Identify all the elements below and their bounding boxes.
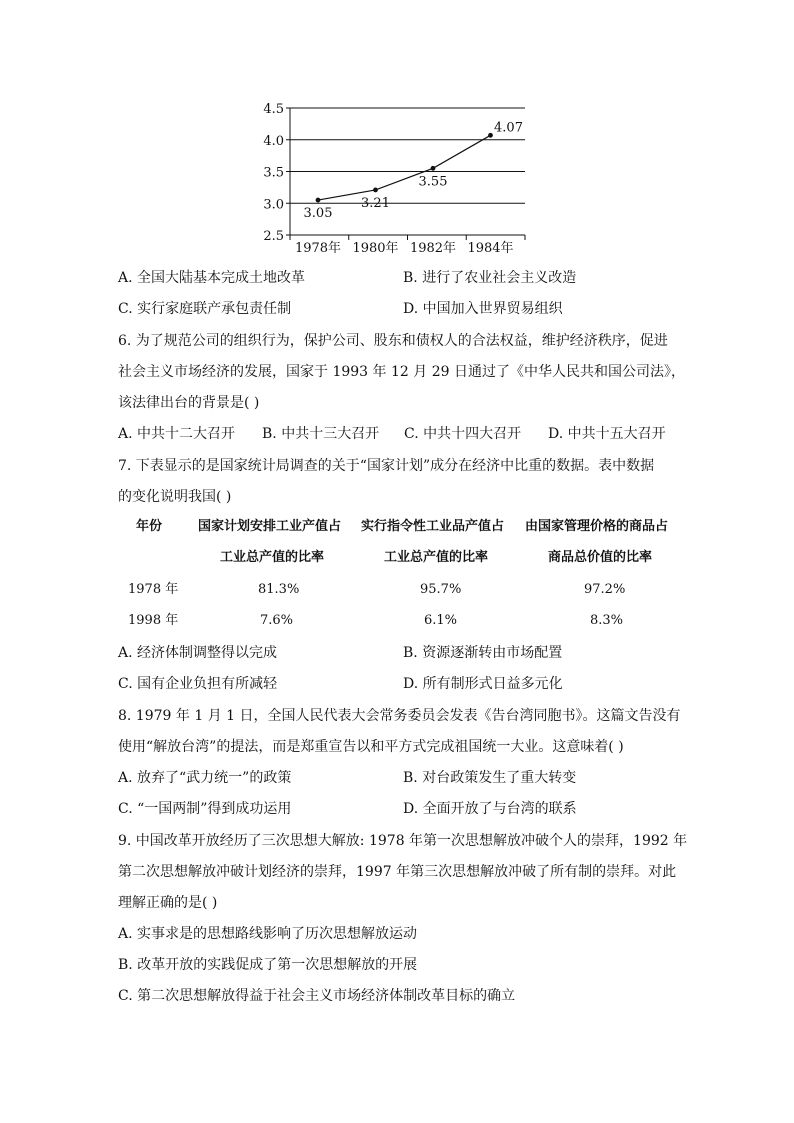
q6-option-d: D. 中共十五大召开	[548, 426, 666, 442]
q6-stem-line-2: 社会主义市场经济的发展，国家于 1993 年 12 月 29 日通过了《中华人民共和国公司法》，	[118, 364, 685, 380]
q8-option-a: A. 放弃了“武力统一”的政策	[118, 770, 292, 786]
q5-option-d: D. 中国加入世界贸易组织	[403, 301, 563, 317]
q6-option-b: B. 中共十三大召开	[262, 426, 380, 442]
table-row-1-col2: 95.7%	[420, 582, 462, 597]
q5-option-c: C. 实行家庭联产承包责任制	[118, 301, 292, 317]
x-tick-label: 1980年	[352, 241, 399, 256]
table-header-col3-line2: 商品总价值的比率	[548, 550, 653, 565]
data-point	[373, 188, 378, 193]
table-row-2-col2: 6.1%	[424, 613, 458, 628]
q7-stem-line-1: 7. 下表显示的是国家统计局调查的关于“国家计划”成分在经济中比重的数据。表中数据	[118, 458, 655, 474]
line-chart	[250, 95, 540, 260]
q8-stem-line-2: 使用“解放台湾”的提法，而是郑重宣告以和平方式完成祖国统一大业。这意味着( )	[118, 739, 624, 755]
chart-series-line	[318, 135, 491, 200]
y-tick-label: 4.5	[263, 102, 284, 117]
q9-stem-line-1: 9. 中国改革开放经历了三次思想大解放: 1978 年第一次思想解放冲破个人的崇拜，1992 年	[118, 833, 688, 849]
data-label: 3.05	[303, 206, 333, 222]
q9-option-c: C. 第二次思想解放得益于社会主义市场经济体制改革目标的确立	[118, 988, 516, 1004]
x-tick-label: 1978年	[294, 241, 342, 256]
q8-option-b: B. 对台政策发生了重大转变	[403, 770, 577, 786]
table-header-col1-line2: 工业总产值的比率	[220, 550, 325, 565]
q6-stem-line-1: 6. 为了规范公司的组织行为，保护公司、股东和债权人的合法权益，维护经济秩序，促进	[118, 333, 668, 349]
data-point	[316, 198, 321, 203]
y-tick-label: 3.5	[263, 165, 284, 181]
y-tick-label: 4.0	[263, 133, 284, 149]
table-header-col1: 国家计划安排工业产值占	[198, 519, 342, 534]
q7-stem-line-2: 的变化说明我国( )	[118, 489, 232, 505]
y-tick-label: 2.5	[263, 229, 284, 244]
q9-stem-line-3: 理解正确的是( )	[118, 895, 218, 911]
table-row-1-col1: 81.3%	[258, 582, 300, 597]
q7-option-b: B. 资源逐渐转由市场配置	[403, 645, 563, 661]
q7-option-d: D. 所有制形式日益多元化	[403, 676, 563, 692]
q9-stem-line-2: 第二次思想解放冲破计划经济的崇拜，1997 年第三次思想解放冲破了所有制的崇拜。对此	[118, 864, 677, 880]
q5-option-b: B. 进行了农业社会主义改造	[403, 270, 577, 286]
chart-x-tick-labels	[295, 240, 514, 256]
table-header-year: 年份	[136, 519, 163, 534]
x-tick-label: 1982年	[409, 241, 457, 256]
q8-option-d: D. 全面开放了与台湾的联系	[403, 801, 577, 817]
data-label: 4.07	[494, 120, 523, 136]
chart-y-tick-labels	[263, 102, 284, 244]
q6-option-c: C. 中共十四大召开	[404, 426, 522, 442]
table-row-2-year: 1998 年	[128, 613, 179, 628]
q8-stem-line-1: 8. 1979 年 1 月 1 日，全国人民代表大会常务委员会发表《告台湾同胞书》。这篇文告没有	[118, 708, 681, 724]
table-header-col2: 实行指令性工业品产值占	[361, 519, 505, 534]
table-row-1-year: 1978 年	[128, 582, 179, 597]
q5-option-a: A. 全国大陆基本完成土地改革	[118, 270, 306, 286]
data-point	[488, 133, 493, 138]
q9-option-a: A. 实事求是的思想路线影响了历次思想解放运动	[118, 926, 418, 942]
table-row-1-col3: 97.2%	[584, 582, 626, 597]
q9-option-b: B. 改革开放的实践促成了第一次思想解放的开展	[118, 957, 418, 973]
chart-data-points	[316, 133, 493, 203]
y-tick-label: 3.0	[263, 197, 284, 213]
q7-option-c: C. 国有企业负担有所减轻	[118, 676, 278, 692]
x-tick-label: 1984年	[467, 241, 514, 256]
data-label: 3.55	[418, 174, 448, 190]
table-row-2-col1: 7.6%	[260, 613, 294, 628]
data-point	[431, 166, 436, 171]
q6-option-a: A. 中共十二大召开	[118, 426, 236, 442]
table-row-2-col3: 8.3%	[590, 613, 624, 628]
table-header-col2-line2: 工业总产值的比率	[384, 550, 489, 565]
q6-stem-line-3: 该法律出台的背景是( )	[118, 395, 260, 411]
q7-option-a: A. 经济体制调整得以完成	[118, 645, 278, 661]
table-header-col3: 由国家管理价格的商品占	[525, 519, 669, 534]
data-label: 3.21	[361, 195, 390, 211]
q8-option-c: C. “一国两制”得到成功运用	[118, 801, 292, 817]
